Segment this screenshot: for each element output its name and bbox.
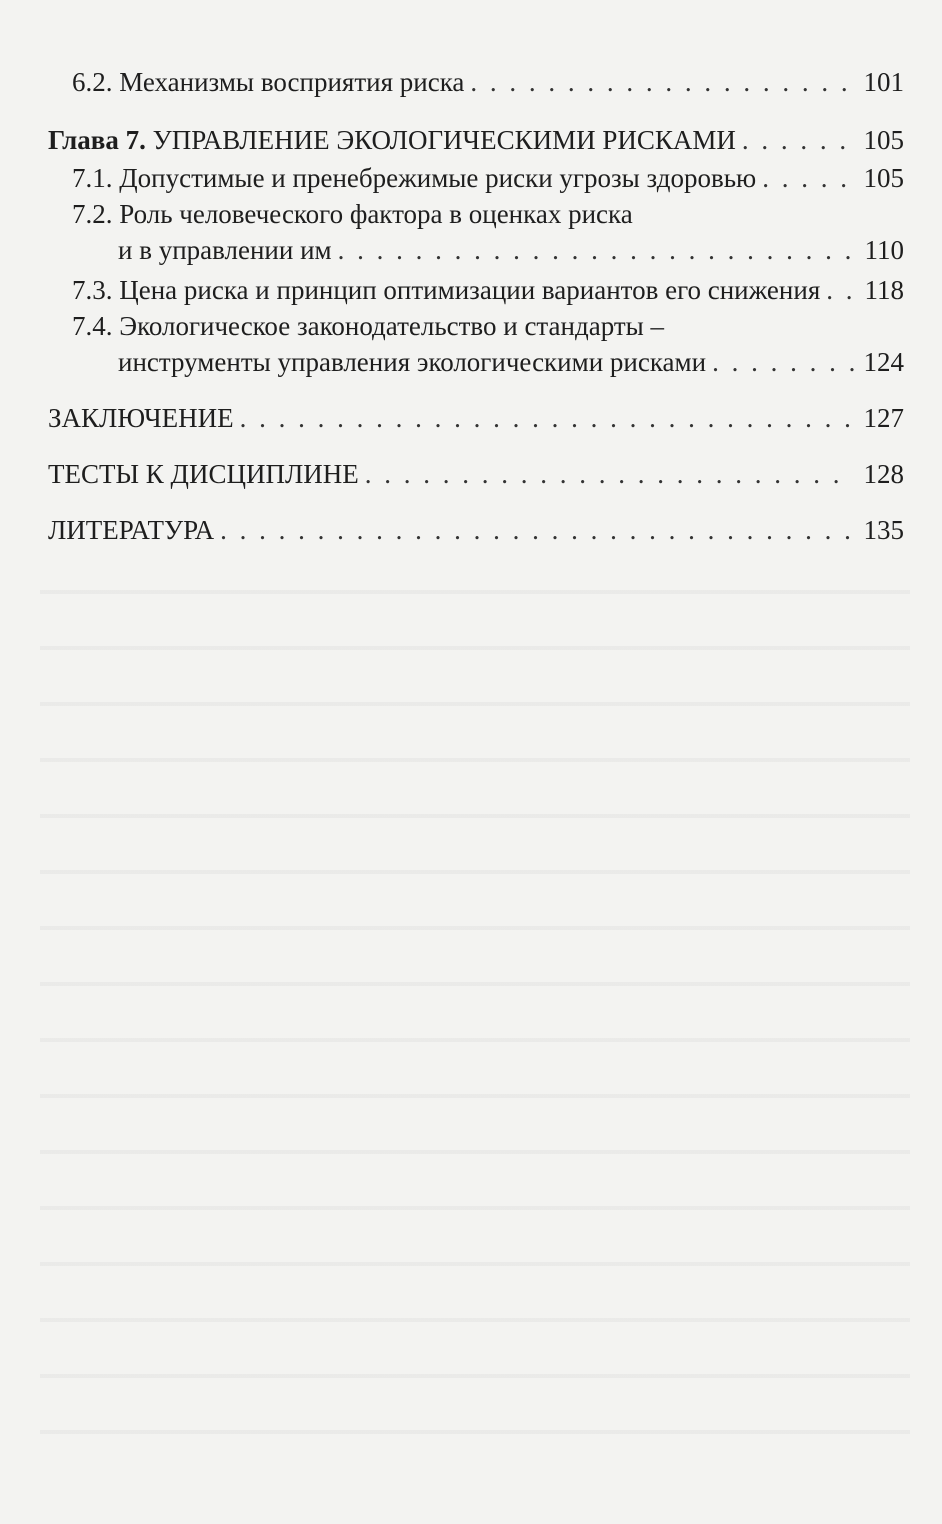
dot-leader <box>365 456 854 492</box>
toc-entry-7-2[interactable] <box>48 196 904 268</box>
toc-entry-title: 7.1. Допустимые и пренебрежимые риски угрозы здоровью <box>72 163 757 193</box>
toc-page-number: 105 <box>863 163 904 193</box>
bleed-through-background <box>40 560 910 1460</box>
toc-entry-title: ЛИТЕРАТУРА <box>48 515 215 545</box>
toc-entry-literature[interactable] <box>48 512 904 548</box>
toc-entry-7-4[interactable] <box>48 308 904 380</box>
table-of-contents <box>48 60 904 545</box>
dot-leader <box>240 400 854 436</box>
toc-entry-7-1[interactable] <box>48 160 904 196</box>
toc-entry-title: 6.2. Механизмы восприятия риска <box>72 67 465 97</box>
toc-page-number: 110 <box>864 235 904 265</box>
toc-page-number: 135 <box>863 515 904 545</box>
toc-entry-chapter-7[interactable] <box>48 122 904 158</box>
toc-entry-title: 7.3. Цена риска и принцип оптимизации вариантов его снижения <box>72 275 821 305</box>
dot-leader <box>470 64 854 100</box>
toc-entry-title-line1: 7.4. Экологическое законодательство и стандарты – <box>72 311 665 341</box>
dot-leader <box>762 160 854 196</box>
toc-page-number: 124 <box>863 347 904 377</box>
chapter-title: УПРАВЛЕНИЕ ЭКОЛОГИЧЕСКИМИ РИСКАМИ <box>152 125 736 155</box>
toc-entry-conclusion[interactable] <box>48 400 904 436</box>
toc-page-number: 118 <box>864 275 904 305</box>
toc-entry-title <box>48 122 736 158</box>
toc-entry-title-line2: инструменты управления экологическими рисками <box>118 347 707 377</box>
toc-entry-title: ТЕСТЫ К ДИСЦИПЛИНЕ <box>48 459 359 489</box>
toc-entry-title-line2: и в управлении им <box>118 235 332 265</box>
toc-page-number: 101 <box>863 67 904 97</box>
toc-entry-title-line1: 7.2. Роль человеческого фактора в оценках риска <box>72 199 633 229</box>
dot-leader <box>826 272 854 308</box>
dot-leader <box>338 232 854 268</box>
dot-leader <box>712 344 854 380</box>
chapter-label: Глава 7. <box>48 125 146 155</box>
toc-page-number: 105 <box>863 125 904 155</box>
toc-page-number: 127 <box>863 403 904 433</box>
toc-page-number: 128 <box>863 459 904 489</box>
toc-entry-title: ЗАКЛЮЧЕНИЕ <box>48 403 234 433</box>
dot-leader <box>742 122 854 158</box>
toc-entry-6-2[interactable] <box>48 64 904 100</box>
toc-entry-7-3[interactable] <box>48 272 904 308</box>
dot-leader <box>220 512 854 548</box>
toc-entry-tests[interactable] <box>48 456 904 492</box>
